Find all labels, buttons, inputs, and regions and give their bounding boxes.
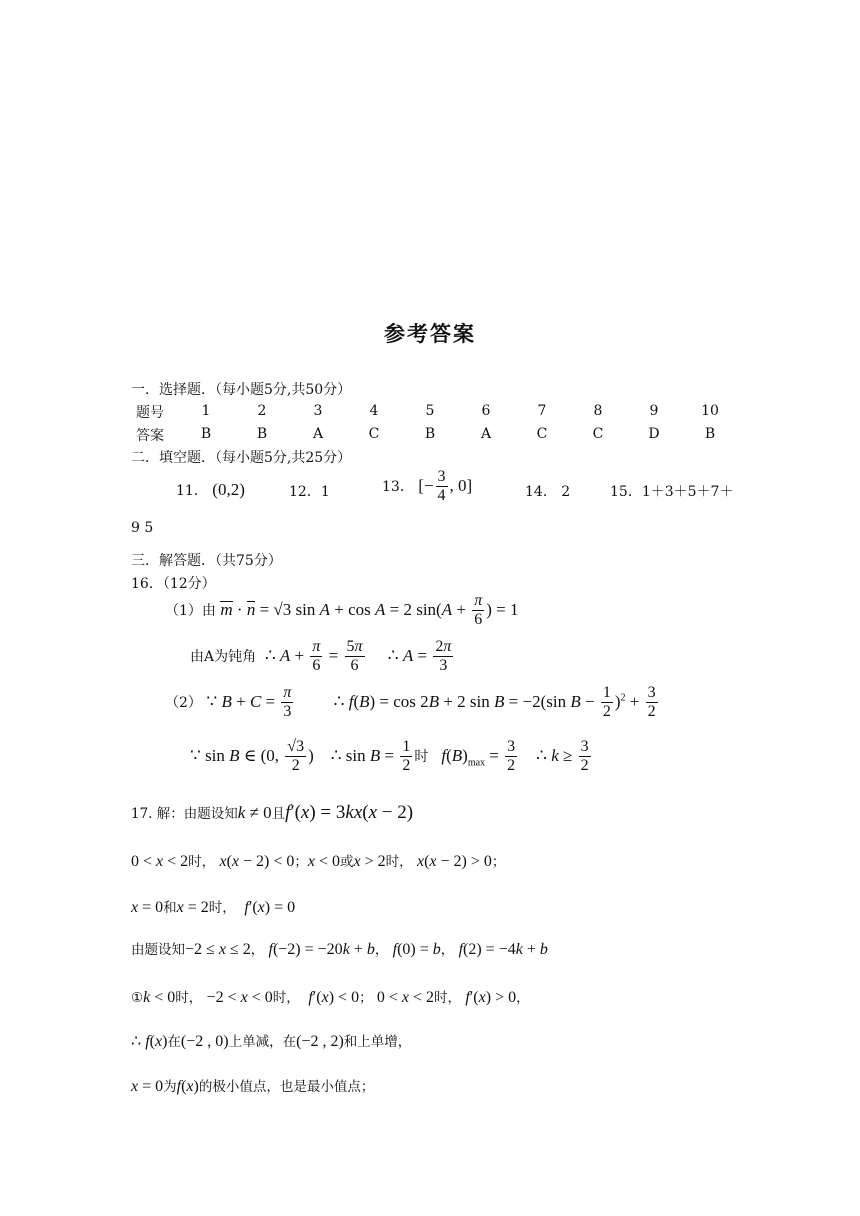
q17-line3: x = 0和x = 2时， f′(x) = 0 [131,899,296,916]
section2-heading: 二．填空题．（每小题5分,共25分） [131,450,352,466]
fill-answer-12: 12．1 [289,484,330,500]
question-number: 1 [201,403,211,419]
fill-answer-15: 15．1＋3＋5＋7＋ [610,484,734,500]
question-number: 6 [481,403,491,419]
answer-value: A [312,426,324,442]
q17-line6: ∴ f(x)在(−2 , 0)上单减，在(−2 , 2)和上单增， [131,1033,412,1050]
q17-is: 为 [163,1079,177,1095]
answer-value: D [648,426,660,442]
question-number: 4 [369,403,379,419]
q17-when: 时， [434,990,462,1006]
answer-value: B [424,426,436,442]
q17-line1: 17. 解：由题设知k ≠ 0且f′(x) = 3kx(x − 2) [131,802,414,823]
q17-line5: ①k < 0时， −2 < x < 0时， f′(x) < 0； 0 < x < 2时， f′(x) > 0， [131,989,530,1006]
question-number: 2 [257,403,267,419]
q17-case-marker: ① [131,990,144,1006]
q16-part1-label: （1）由 [165,602,216,619]
table-row-label-answer: 答案 [136,428,164,444]
q17-increasing: 和上单增， [343,1034,412,1050]
section1-heading: 一．选择题．（每小题5分,共50分） [131,382,352,398]
page-title: 参考答案 [384,322,476,346]
section3-heading: 三．解答题．（共75分） [131,553,282,569]
q17-in: 在 [167,1034,181,1050]
question-number: 9 [649,403,659,419]
question-number: 8 [593,403,603,419]
q17-line4: 由题设知−2 ≤ x ≤ 2， f(−2) = −20k + b， f(0) = b， f(2) = −4k + b [131,941,548,958]
q17-decreasing: 上单减，在 [228,1034,297,1050]
q16-when-text: 时 [414,748,429,765]
q17-line7: x = 0为f(x)的极小值点，也是最小值点； [131,1078,375,1095]
q16-part1-line2: 由A为钝角 ∴ A + $\frac{\pi}{6}$ = $\frac{5\pi}{6}$ ∴ A = $\frac{2\pi}{3}$ [190,638,452,675]
answer-value: C [536,426,548,442]
fill-answer-15-cont: 9 5 [131,520,154,536]
answer-value: B [200,426,212,442]
q16-heading: 16．（12分） [131,576,216,592]
question-number: 10 [701,403,719,419]
q13-label: 13． [382,478,414,495]
q11-label: 11． [176,483,208,499]
q17-line2: 0 < x < 2时， x(x − 2) < 0；x < 0或x > 2时， x(x − 2) > 0； [131,853,506,870]
q17-when: 时， [272,990,300,1006]
q16-part2-line2: ∵ sin B ∈ (0, $\frac{√3}{2}$ ) ∴ sin B = $\frac{1}{2}$ 时 $f(B)_{max}$ = $\frac{3}{2}$ ∴ k ≥ $\frac{3}{2}$ [190,738,589,775]
fill-answer-14: 14． 2 [525,484,571,500]
answer-value: C [368,426,380,442]
q17-when: 时， [385,854,413,870]
q17-or: 或 [340,854,354,870]
answer-value: C [592,426,604,442]
q17-when: 时， [208,900,236,916]
fill-answer-13: 13． [− $\frac{3}{4}$ , 0] [382,468,473,505]
answer-value: B [256,426,268,442]
q17-given: 由题设知 [131,942,185,958]
q16-part1-line1: （1）由 m · n = √3 sin A + cos A = 2 sin(A + $\frac{\pi}{6}$ ) = 1 [165,592,519,629]
q11-value: (0,2) [212,480,245,499]
q16-obtuse-text: 由A为钝角 [190,648,257,665]
answer-value: A [480,426,492,442]
question-number: 3 [313,403,323,419]
question-number: 5 [425,403,435,419]
q17-when: 时， [175,990,203,1006]
q17-min-point: 的极小值点，也是最小值点； [198,1079,375,1095]
q17-and2: 和 [163,900,177,916]
question-number: 7 [537,403,547,419]
q17-when: 时， [188,854,216,870]
fill-answer-11 [176,480,245,500]
q16-part2-line1: （2） ∵ B + C = $\frac{\pi}{3}$ ∴ f(B) = cos 2B + 2 sin B = −2(sin B − $\frac{1}{2}$ )$^2$ + $\frac{3}{2}$ [165,684,656,721]
q17-and: 且 [271,806,286,822]
answer-value: B [704,426,716,442]
table-row-label-number: 题号 [136,405,164,421]
q16-part2-label: （2） [165,694,202,711]
q17-intro: 17. 解：由题设知 [131,806,238,822]
